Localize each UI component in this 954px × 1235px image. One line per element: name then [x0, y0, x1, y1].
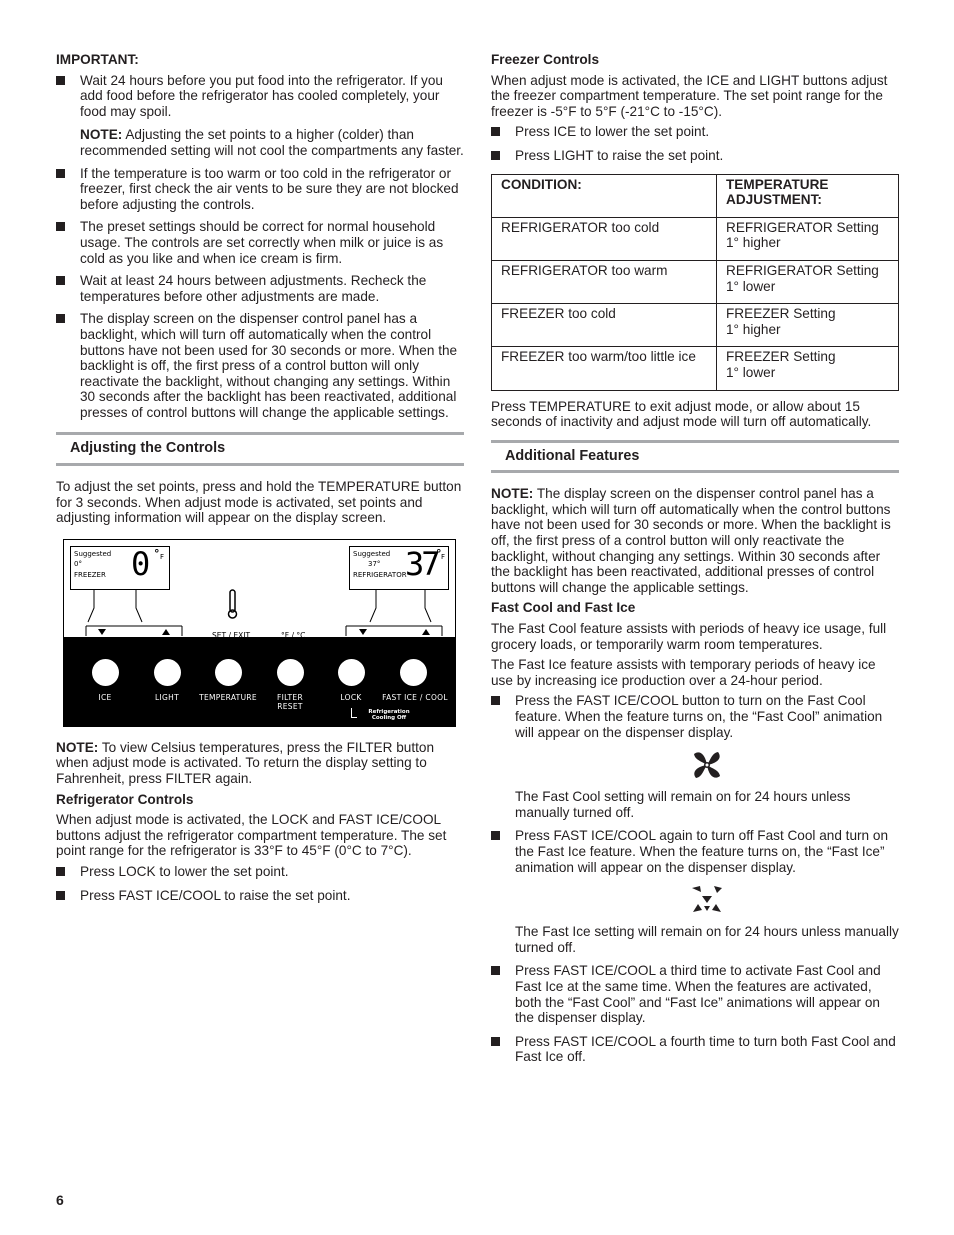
cell-line: FREEZER Setting [726, 306, 836, 322]
table-header-cell: CONDITION: [492, 174, 717, 217]
bullet-text: The display screen on the dispenser control panel has a backlight, which will turn off automatically when the control buttons have not been used for 30 seconds or more. When the backlight is off, the first press of a control button will only reactivate the backlight, without changing any settings. Within 30 seconds after the backlight has been reactivated, additional presses of control buttons will change the applicable settings. [80, 311, 458, 420]
cell-line: 1° lower [726, 364, 776, 380]
freezer-controls-text: When adjust mode is activated, the ICE and LIGHT buttons adjust the freezer compartment temperature. The set point range for the freezer is -5°F to 5°F (-21°C to -15°C). [491, 72, 888, 119]
list-item: Press FAST ICE/COOL a fourth time to turn both Fast Cool and Fast Ice off. [491, 1034, 899, 1065]
lock-button-label: LOCK [340, 692, 362, 702]
note-celsius [56, 740, 464, 787]
table-cell: REFRIGERATOR too cold [492, 217, 717, 260]
fast-ice-cool-button[interactable] [400, 659, 427, 686]
bullet-text: Wait 24 hours before you put food into the refrigerator. If you add food before the refrigerator has cooled completely, your food may spoil. [80, 72, 443, 119]
table-row [492, 347, 899, 390]
freezer-unit: F [160, 552, 165, 561]
bullet-text: Press FAST ICE/COOL again to turn off Fast Cool and turn on the Fast Ice feature. When the feature turns on, the “Fast Ice” animation will appear on the dispenser display. [515, 828, 889, 875]
filter-reset-button[interactable] [277, 659, 304, 686]
list-item [56, 273, 464, 304]
table-header-row [492, 174, 899, 217]
fast-cool-text: The Fast Cool feature assists with periods of heavy ice usage, full grocery loads, or temporarily warm room temperatures. [491, 621, 887, 652]
bullet-followup-text: The Fast Ice setting will remain on for 24 hours unless manually turned off. [515, 924, 899, 955]
set-exit-label: SET / EXIT [212, 630, 251, 640]
freezer-controls-list [491, 124, 899, 163]
list-item [56, 311, 464, 420]
list-item: Press FAST ICE/COOL a third time to activate Fast Cool and Fast Ice at the same time. When the features are activated, both the “Fast Cool” and “Fast Ice” animations will appear on the dispenser display. [491, 963, 899, 1025]
unit-toggle-label: °F / °C [281, 630, 306, 640]
bullet-text: Press the FAST ICE/COOL button to turn on the Fast Cool feature. When the feature turns on, the “Fast Cool” animation will appear on the dispenser display. [515, 693, 883, 740]
right-column [491, 52, 899, 1065]
important-list [56, 73, 464, 421]
bullet-followup-text: The Fast Cool setting will remain on for 24 hours unless manually turned off. [515, 789, 851, 820]
bullet-text: The preset settings should be correct for normal household usage. The controls are set correctly when milk or juice is as cold as you like and when ice cream is firm. [80, 219, 444, 266]
page-number: 6 [56, 1192, 64, 1208]
fast-ice-text: The Fast Ice feature assists with temporary periods of heavy ice use by increasing ice production over a 24-hour period. [491, 657, 876, 688]
freezer-suggested-value: 0° [74, 559, 82, 568]
control-panel-illustration [63, 539, 456, 727]
list-item [491, 693, 899, 820]
adjustment-table [491, 174, 899, 391]
table-cell [717, 304, 899, 347]
note-backlight [491, 486, 899, 595]
list-item: Press LOCK to lower the set point. [56, 864, 464, 880]
table-cell: FREEZER too warm/too little ice [492, 347, 717, 390]
list-item: Press LIGHT to raise the set point. [491, 148, 899, 164]
fast-cool-icon [515, 749, 899, 781]
list-item [56, 219, 464, 266]
fridge-suggested-value: 37° [368, 559, 381, 568]
fridge-controls-heading: Refrigerator Controls [56, 791, 194, 807]
note-text: To view Celsius temperatures, press the FILTER button when adjust mode is activated. To return the display setting to Fahrenheit, press FILTER again. [56, 739, 435, 787]
cell-line: REFRIGERATOR Setting [726, 219, 879, 235]
list-item: Press ICE to lower the set point. [491, 124, 899, 140]
fast-ice-cool-button-label: FAST ICE / COOL [382, 692, 448, 702]
fridge-temp: 37 [405, 544, 438, 583]
temperature-button[interactable] [215, 659, 242, 686]
fast-ice-icon [515, 884, 899, 916]
table-row [492, 304, 899, 347]
bullet-text: Wait at least 24 hours between adjustments. Recheck the temperatures before other adjustments are made. [80, 273, 427, 304]
important-label: IMPORTANT: [56, 52, 139, 67]
table-cell [717, 217, 899, 260]
cell-line: 1° lower [726, 278, 776, 294]
table-row [492, 217, 899, 260]
display-lines-icon [64, 540, 455, 637]
freezer-controls-heading: Freezer Controls [491, 52, 600, 67]
ice-button[interactable] [92, 659, 119, 686]
filter-reset-button-label: FILTER RESET [276, 692, 303, 711]
section-heading-adjusting: Adjusting the Controls [56, 432, 464, 466]
freezer-temp: 0 [131, 544, 151, 583]
left-column [56, 52, 464, 903]
table-cell [717, 347, 899, 390]
degree-icon: ° [436, 546, 442, 560]
cell-line: 1° higher [726, 235, 781, 251]
lock-button[interactable] [338, 659, 365, 686]
table-row [492, 260, 899, 303]
light-button[interactable] [154, 659, 181, 686]
section-heading-additional: Additional Features [491, 440, 899, 474]
table-header-cell: TEMPERATURE ADJUSTMENT: [717, 174, 899, 217]
display-screen [64, 540, 455, 640]
note-text: Adjusting the set points to a higher (colder) than recommended setting will not cool the compartments any faster. [80, 127, 464, 158]
table-cell [717, 260, 899, 303]
list-item: Press FAST ICE/COOL to raise the set point. [56, 888, 464, 904]
cooling-off-label: Refrigeration Cooling Off [368, 708, 410, 722]
fast-features-list [491, 693, 899, 1065]
fast-cool-ice-heading: Fast Cool and Fast Ice [491, 600, 636, 616]
note-label: NOTE: [56, 739, 99, 755]
note-label: NOTE: [80, 127, 123, 143]
fridge-suggested-label: Suggested [353, 549, 391, 558]
fridge-unit: F [441, 552, 446, 561]
fridge-label: REFRIGERATOR [353, 570, 407, 579]
table-cell: FREEZER too cold [492, 304, 717, 347]
adjusting-text: To adjust the set points, press and hold the TEMPERATURE button for 3 seconds. When adjust mode is activated, set points and adjusting information will appear on the display screen. [56, 479, 462, 526]
bracket-icon [351, 708, 357, 718]
cell-line: 1° higher [726, 321, 781, 337]
note-adjusting-setpoints [80, 127, 464, 158]
table-cell: REFRIGERATOR too warm [492, 260, 717, 303]
light-button-label: LIGHT [155, 692, 179, 702]
cell-line: REFRIGERATOR Setting [726, 262, 879, 278]
list-item [491, 828, 899, 955]
freezer-label: FREEZER [74, 570, 106, 579]
exit-adjust-text: Press TEMPERATURE to exit adjust mode, or allow about 15 seconds of inactivity and adjust mode will turn off automatically. [491, 398, 872, 430]
note-text: The display screen on the dispenser control panel has a backlight, which will turn off automatically when the control buttons have not been used for 30 seconds or more. When the backlight is off, the first press of a control button will only reactivate the backlight, without changing any settings. Within 30 seconds after the backlight has been reactivated, additional presses of control buttons will change the applicable settings. [491, 486, 891, 595]
degree-icon: ° [154, 546, 160, 560]
fridge-controls-list [56, 864, 464, 903]
note-label: NOTE: [491, 486, 534, 502]
cell-line: FREEZER Setting [726, 349, 836, 365]
list-item [56, 166, 464, 213]
temperature-button-label: TEMPERATURE [199, 692, 257, 702]
fridge-controls-text: When adjust mode is activated, the LOCK and FAST ICE/COOL buttons adjust the refrigerator compartment temperature. The set point range for the refrigerator is 33°F to 45°F (0°C to 7°C). [56, 812, 447, 859]
ice-button-label: ICE [98, 692, 112, 702]
bullet-text: If the temperature is too warm or too cold in the refrigerator or freezer, first check the air vents to be sure they are not blocked before adjusting the controls. [80, 165, 459, 212]
list-item [56, 73, 464, 159]
freezer-suggested-label: Suggested [74, 549, 112, 558]
